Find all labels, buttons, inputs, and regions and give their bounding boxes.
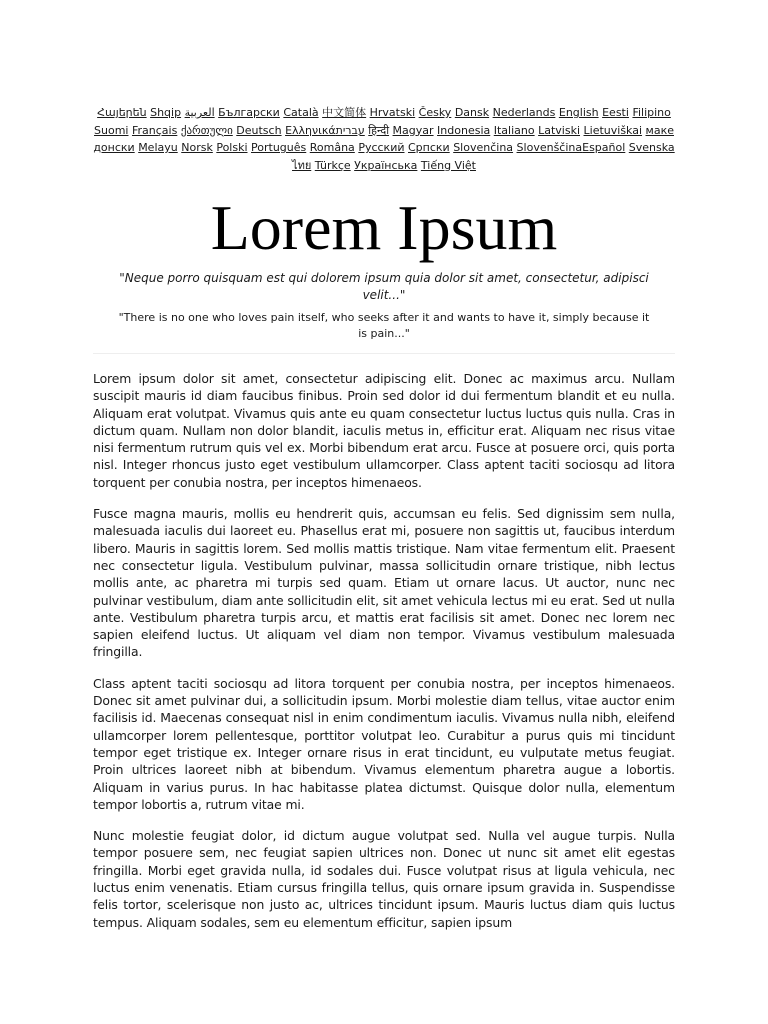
language-link[interactable]: Polski: [216, 141, 248, 154]
language-bar: [93, 104, 675, 174]
language-link[interactable]: Pусский: [358, 141, 405, 154]
language-link[interactable]: Tiếng Việt: [420, 158, 476, 172]
language-link[interactable]: Español: [582, 141, 626, 154]
language-link[interactable]: ไทย: [292, 158, 312, 172]
language-link[interactable]: עברית: [335, 123, 365, 137]
page-title: Lorem Ipsum: [210, 192, 558, 263]
language-link[interactable]: English: [558, 106, 599, 119]
divider: [93, 353, 675, 354]
language-link[interactable]: Româna: [309, 141, 355, 154]
language-link[interactable]: Українська: [354, 158, 418, 172]
language-link[interactable]: Norsk: [181, 141, 213, 154]
language-link[interactable]: Български: [218, 106, 280, 119]
language-link[interactable]: Suomi: [94, 123, 129, 137]
paragraph: Lorem ipsum dolor sit amet, consectetur adipiscing elit. Donec ac maximus arcu. Nullam suscipit mauris id diam faucibus finibus. Proin sed dolor id dui fermentum blandit et eu nulla. Aliquam erat volutpat. Vivamus quis ante eu quam consectetur luctus luctus quis nulla. Cras in dictum quam. Nullam non dolor blandit, iaculis metus in, efficitur erat. Aliquam nec risus vitae nisi fermentum rutrum quis vel ex. Morbi bibendum erat arcu. Fusce at posuere orci, quis porta nisl. Integer rhoncus justo eget vestibulum ullamcorper. Class aptent taciti sociosqu ad litora torquent per conubia nostra, per inceptos himenaeos.: [93, 371, 675, 490]
language-link[interactable]: Nederlands: [492, 106, 556, 119]
paragraph: Fusce magna mauris, mollis eu hendrerit quis, accumsan eu felis. Sed dignissim sem nulla, malesuada iaculis dui laoreet eu. Phasellus erat mi, posuere non sagittis ut, faucibus interdum libero. Mauris in sagittis lorem. Sed mollis mattis tristique. Nam vitae fermentum elit. Praesent nec consectetur ligula. Vestibulum pulvinar, massa sollicitudin ornare tristique, nibh lectus mollis ante, ac pharetra mi turpis sed quam. Etiam ut ornare lacus. Ut auctor, nunc nec pulvinar vestibulum, diam ante sollicitudin elit, sit amet vehicula lectus mi eu erat. Sed ut nulla ante. Vestibulum pharetra turpis arcu, et mattis erat facilisis sit amet. Donec nec lorem nec sapien eleifend luctus. Ut aliquam vel diam non tempor. Vivamus vestibulum malesuada fringilla.: [93, 506, 675, 660]
language-link[interactable]: Ελληνικά: [285, 123, 336, 137]
english-quote: "There is no one who loves pain itself, who seeks after it and wants to have it, simply because it is pain...": [118, 311, 650, 340]
language-link[interactable]: Deutsch: [236, 123, 282, 137]
paragraph: Class aptent taciti sociosqu ad litora torquent per conubia nostra, per inceptos himenaeos. Donec sit amet pulvinar dui, a sollicitudin ipsum. Morbi molestie diam tellus, vitae auctor enim facilisis id. Maecenas consequat nisl in enim condimentum iaculis. Vivamus nulla nibh, eleifend ullamcorper lorem pellentesque, porttitor volutpat leo. Curabitur a purus quis mi tincidunt tempor eget tristique ex. Integer ornare risus in erat tincidunt, eu vulputate metus feugiat. Proin ultrices laoreet nibh at bibendum. Vivamus elementum pharetra augue a lobortis. Aliquam in varius purus. In hac habitasse platea dictumst. Quisque dolor nulla, elementum tempor lobortis a, rutrum vitae mi.: [93, 675, 675, 812]
language-link[interactable]: Français: [131, 123, 178, 137]
language-link[interactable]: Slovenščina: [516, 141, 583, 154]
language-link[interactable]: Türkçe: [314, 158, 351, 172]
language-link[interactable]: Melayu: [138, 141, 178, 154]
language-link[interactable]: العربية: [184, 106, 215, 119]
language-link[interactable]: Português: [251, 141, 307, 154]
language-link[interactable]: Hrvatski: [369, 106, 416, 119]
language-link[interactable]: ქართული: [180, 123, 233, 137]
language-link[interactable]: Shqip: [150, 106, 182, 119]
language-link[interactable]: Հայերեն: [97, 106, 147, 119]
page-content: [93, 104, 675, 945]
language-link[interactable]: Català: [283, 106, 319, 119]
language-link[interactable]: Magyar: [392, 123, 434, 137]
language-link[interactable]: Česky: [418, 106, 452, 119]
language-link[interactable]: Српски: [408, 141, 450, 154]
language-link[interactable]: Eesti: [602, 106, 629, 119]
language-link[interactable]: Italiano: [493, 123, 535, 137]
language-link[interactable]: Dansk: [454, 106, 490, 119]
language-link[interactable]: Latviski: [538, 123, 581, 137]
language-link[interactable]: Slovenčina: [453, 141, 514, 154]
paragraph: Nunc molestie feugiat dolor, id dictum augue volutpat sed. Nulla vel augue turpis. Nulla tempor posuere sem, nec feugiat sapien ultrices non. Donec ut nunc sit amet elit egestas fringilla. Morbi eget gravida nulla, id sodales dui. Fusce volutpat risus at ligula vehicula, nec luctus enim venenatis. Etiam cursus fringilla tellus, quis ornare ipsum gravida in. Suspendisse felis tortor, scelerisque non justo ac, ultrices tincidunt ipsum. Mauris luctus diam quis luctus tempus. Aliquam sodales, sem eu elementum efficitur, sapien ipsum: [93, 828, 675, 930]
latin-quote: "Neque porro quisquam est qui dolorem ipsum quia dolor sit amet, consectetur, adipisci velit...": [119, 271, 649, 302]
body-text: [93, 370, 675, 931]
language-link[interactable]: Indonesia: [437, 123, 491, 137]
language-link[interactable]: Lietuviškai: [583, 123, 643, 137]
language-link[interactable]: Filipino: [632, 106, 671, 119]
language-link[interactable]: македонски: [93, 123, 674, 154]
language-link[interactable]: Svenska: [628, 141, 675, 154]
language-link[interactable]: हिन्दी: [368, 123, 390, 137]
language-link[interactable]: 中文简体: [322, 106, 367, 119]
